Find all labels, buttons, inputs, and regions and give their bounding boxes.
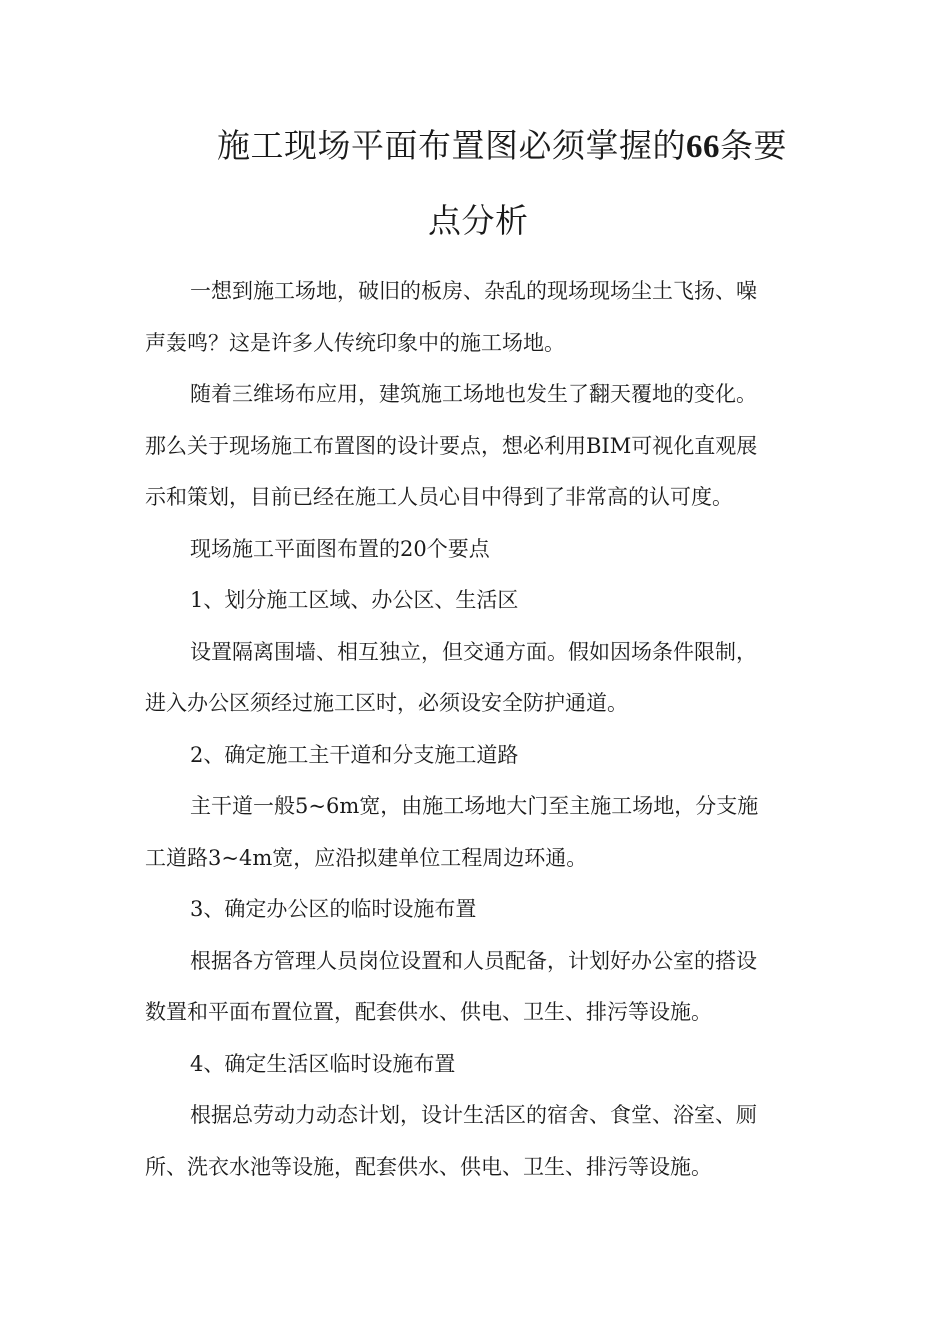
text-line: 声轰鸣？这是许多人传统印象中的施工场地。 [145, 330, 565, 355]
text-line: 主干道一般5~6m宽，由施工场地大门至主施工场地，分支施 [190, 794, 759, 818]
text-line: 现场施工平面图布置的20个要点 [190, 536, 490, 561]
section-heading [145, 524, 805, 576]
title-line-2: 点分析 [428, 201, 529, 240]
text-line: 所、洗衣水池等设施，配套供水、供电、卫生、排污等设施。 [145, 1154, 712, 1179]
point-heading-2 [145, 730, 805, 782]
text-line: 一想到施工场地，破旧的板房、杂乱的现场现场尘土飞扬、噪 [190, 279, 757, 303]
title-number: 66 [686, 129, 720, 165]
point-body-3 [145, 936, 805, 1039]
text-line: 示和策划，目前已经在施工人员心目中得到了非常高的认可度。 [145, 485, 733, 509]
text-line: 2、确定施工主干道和分支施工道路 [190, 742, 519, 767]
text-line: 那么关于现场施工布置图的设计要点，想必利用BIM可视化直观展 [145, 433, 758, 458]
title-line-1-text: 施工现场平面布置图必须掌握的 [217, 126, 686, 165]
text-line: 进入办公区须经过施工区时，必须设安全防护通道。 [145, 691, 628, 715]
text-line: 1、划分施工区域、办公区、生活区 [190, 588, 519, 612]
text-line: 工道路3~4m宽，应沿拟建单位工程周边环通。 [145, 845, 588, 870]
text-line: 随着三维场布应用，建筑施工场地也发生了翻天覆地的变化。 [190, 382, 757, 406]
document-body [145, 266, 805, 1193]
text-line: 根据各方管理人员岗位设置和人员配备，计划好办公室的搭设 [190, 948, 757, 973]
point-body-1 [145, 627, 805, 730]
point-body-4 [145, 1090, 805, 1193]
title-line-1-tail: 条要 [720, 126, 787, 165]
text-line: 3、确定办公区的临时设施布置 [190, 897, 477, 921]
paragraph-intro [145, 266, 805, 369]
text-line: 4、确定生活区临时设施布置 [190, 1051, 456, 1076]
text-line: 数置和平面布置位置，配套供水、供电、卫生、排污等设施。 [145, 1000, 712, 1024]
text-line: 根据总劳动力动态计划，设计生活区的宿舍、食堂、浴室、厕 [190, 1103, 757, 1127]
text-line: 设置隔离围墙、相互独立，但交通方面。假如因场条件限制， [190, 639, 757, 664]
paragraph-bim [145, 369, 805, 524]
point-heading-1 [145, 575, 805, 627]
title-line-1 [217, 126, 787, 167]
point-body-2 [145, 781, 805, 884]
point-heading-3 [145, 884, 805, 936]
point-heading-4 [145, 1039, 805, 1091]
